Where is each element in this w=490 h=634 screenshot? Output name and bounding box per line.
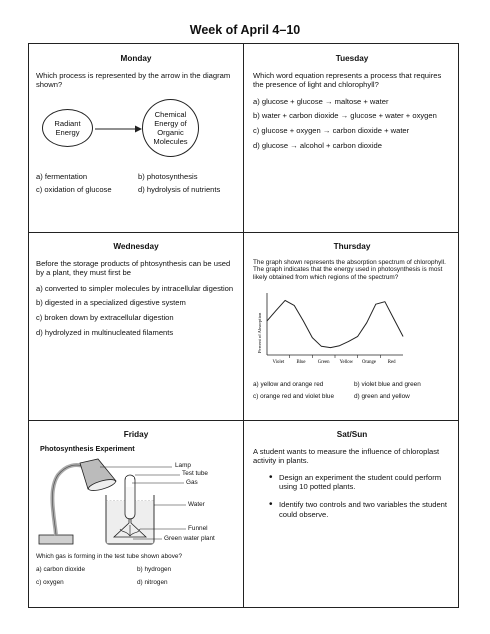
radiant-energy-oval: [42, 109, 93, 147]
choice-d[interactable]: d) glucose → alcohol + carbon dioxide: [253, 140, 382, 150]
experiment-apparatus: [36, 455, 236, 548]
day-heading: Thursday: [333, 242, 371, 251]
water-label: Water: [188, 501, 205, 509]
choice-a[interactable]: a) fermentation: [36, 171, 88, 181]
page-title: Week of April 4–10: [189, 23, 301, 37]
day-heading: Wednesday: [113, 242, 159, 251]
energy-diagram: [36, 96, 236, 162]
plant-label: Green water plant: [164, 535, 215, 543]
choice-b[interactable]: b) photosynthesis: [138, 171, 198, 181]
choice-a[interactable]: a) yellow and orange red: [253, 380, 324, 388]
question-text: Which word equation represents a process that requires the presence of light and chlorophyll?: [253, 70, 442, 90]
choice-d[interactable]: d) hydrolyzed in multinucleated filaments: [36, 327, 174, 337]
x-tick-label: Yellow: [339, 359, 354, 365]
intro-text: A student wants to measure the influence of chloroplast activity in plants.: [253, 446, 440, 466]
data-point: [303, 321, 304, 322]
answer-choices: [36, 566, 236, 587]
oval-label: Chemical Energy of Organic Molecules: [153, 109, 188, 146]
worksheet-grid: [28, 43, 459, 608]
day-heading: Tuesday: [335, 54, 369, 63]
choice-a[interactable]: a) converted to simpler molecules by intracellular digestion: [36, 283, 234, 293]
x-tick-label: Green: [317, 359, 330, 365]
data-point: [276, 310, 277, 311]
question-text: The graph shown represents the absorption spectrum of chlorophyll. The graph indicates that the energy used in photosynthesis is most likely obtained from which regions of the spectrum?: [253, 258, 446, 282]
data-point: [267, 321, 268, 322]
day-heading: Sat/Sun: [336, 430, 368, 439]
arrow-icon: [95, 125, 142, 133]
data-point: [348, 341, 349, 342]
choice-d[interactable]: d) hydrolysis of nutrients: [138, 185, 221, 195]
data-point: [394, 319, 395, 320]
choice-c[interactable]: c) glucose + oxygen → carbon dioxide + water: [253, 125, 410, 135]
answer-choices: [36, 172, 236, 195]
answer-choices: [36, 284, 236, 337]
question-text: Which gas is forming in the test tube shown above?: [36, 553, 182, 561]
choice-d[interactable]: d) green and yellow: [354, 393, 410, 401]
x-tick-label: Red: [387, 359, 396, 365]
data-point: [403, 336, 404, 337]
task-list: [253, 473, 451, 519]
choice-a[interactable]: a) carbon dioxide: [36, 565, 86, 573]
data-point: [294, 305, 295, 306]
x-tick-label: Orange: [361, 359, 377, 365]
lamp-label: Lamp: [175, 462, 191, 470]
choice-b[interactable]: b) water + carbon dioxide → glucose + water + oxygen: [253, 111, 437, 121]
data-point: [366, 322, 367, 323]
lamp-base-icon: [39, 535, 73, 544]
question-text: Which process is represented by the arrow in the diagram shown?: [36, 70, 231, 90]
test-tube-label: Test tube: [182, 470, 208, 478]
choice-b[interactable]: b) violet blue and green: [354, 380, 421, 388]
task-item: • Identify two controls and two variables the student could observe.: [271, 500, 451, 519]
friday-cell: [29, 421, 243, 609]
experiment-title: Photosynthesis Experiment: [40, 443, 135, 453]
choice-a[interactable]: a) glucose + glucose → maltose + water: [253, 96, 389, 106]
gas-label: Gas: [186, 479, 198, 487]
data-point: [330, 347, 331, 348]
x-tick-label: Violet: [272, 359, 285, 365]
task-item: • Design an experiment the student could perform using 10 potted plants.: [271, 473, 451, 492]
satsun-cell: [244, 421, 460, 609]
data-point: [312, 337, 313, 338]
choice-c[interactable]: c) broken down by extracellular digestion: [36, 312, 174, 322]
data-point: [376, 304, 377, 305]
day-heading: Monday: [120, 54, 152, 63]
wednesday-cell: [29, 233, 243, 420]
absorption-spectrum-chart: [253, 289, 405, 369]
choice-c[interactable]: c) orange red and violet blue: [253, 393, 335, 401]
thursday-cell: [244, 233, 460, 420]
absorption-line: [267, 300, 403, 347]
choice-b[interactable]: b) hydrogen: [137, 565, 172, 573]
data-point: [321, 346, 322, 347]
funnel-label: Funnel: [188, 525, 208, 533]
answer-choices: [253, 97, 451, 150]
y-axis-label: Percent of Absorption: [257, 312, 262, 353]
choice-c[interactable]: c) oxygen: [36, 578, 64, 586]
question-text: Before the storage products of phtosynthesis can be used by a plant, they must first be: [36, 258, 231, 278]
oval-label: Radiant Energy: [54, 118, 81, 137]
answer-choices: [253, 381, 451, 402]
day-heading: Friday: [123, 430, 149, 439]
tuesday-cell: [244, 44, 460, 232]
choice-b[interactable]: b) digested in a specialized digestive system: [36, 298, 186, 308]
monday-cell: [29, 44, 243, 232]
choice-d[interactable]: d) nitrogen: [137, 578, 168, 586]
data-point: [285, 300, 286, 301]
choice-c[interactable]: c) oxidation of glucose: [36, 185, 112, 195]
data-point: [357, 336, 358, 337]
data-point: [339, 345, 340, 346]
data-point: [385, 301, 386, 302]
chemical-energy-oval: [142, 99, 199, 157]
x-tick-label: Blue: [296, 359, 306, 365]
